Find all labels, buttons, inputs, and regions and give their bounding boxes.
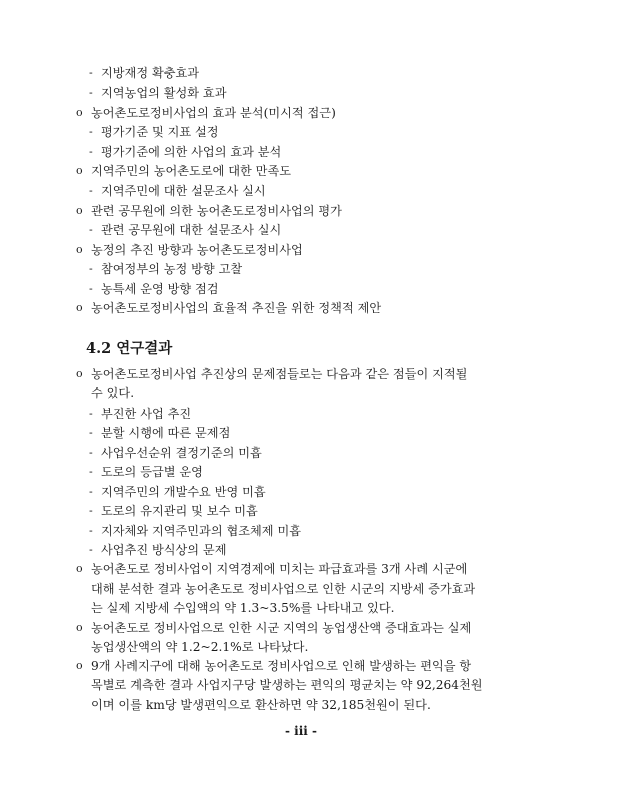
list-item: 평가기준 및 지표 설정 <box>101 125 219 139</box>
paragraph-line: 는 실제 지방세 수입액의 약 1.3~3.5%를 나타내고 있다. <box>91 601 395 615</box>
dash-bullet: - <box>89 86 93 99</box>
list-item: 사업우선순위 결정기준의 미흡 <box>101 446 262 460</box>
paragraph-line: 수 있다. <box>91 386 135 400</box>
paragraph-line: 목별로 계측한 결과 사업지구당 발생하는 편익의 평균치는 약 92,264천원 <box>91 678 483 692</box>
circle-bullet: o <box>76 106 83 119</box>
circle-bullet: o <box>76 243 83 256</box>
dash-bullet: - <box>89 262 93 275</box>
list-item: 지역주민에 대한 설문조사 실시 <box>101 184 266 198</box>
circle-bullet: o <box>76 204 83 217</box>
list-item: 지역주민의 농어촌도로에 대한 만족도 <box>91 164 291 178</box>
paragraph-line: 농어촌도로 정비사업으로 인한 시군 지역의 농업생산액 증대효과는 실제 <box>91 621 472 635</box>
dash-bullet: - <box>89 407 93 420</box>
dash-bullet: - <box>89 223 93 236</box>
dash-bullet: - <box>89 504 93 517</box>
list-item: 도로의 등급별 운영 <box>101 465 203 479</box>
circle-bullet: o <box>76 621 83 634</box>
paragraph-line: 9개 사례지구에 대해 농어촌도로 정비사업으로 인해 발생하는 편익을 항 <box>91 659 472 673</box>
circle-bullet: o <box>76 164 83 177</box>
list-item: 농정의 추진 방향과 농어촌도로정비사업 <box>91 243 303 257</box>
list-item: 농특세 운영 방향 점검 <box>101 282 219 296</box>
circle-bullet: o <box>76 301 83 314</box>
circle-bullet: o <box>76 659 83 672</box>
circle-bullet: o <box>76 367 83 380</box>
list-item: 부진한 사업 추진 <box>101 407 192 421</box>
dash-bullet: - <box>89 426 93 439</box>
list-item: 분할 시행에 따른 문제점 <box>101 426 231 440</box>
list-item: 지역농업의 활성화 효과 <box>101 86 227 100</box>
list-item: 지방재정 확충효과 <box>101 66 200 80</box>
paragraph-line: 농업생산액의 약 1.2~2.1%로 나타났다. <box>91 640 309 654</box>
dash-bullet: - <box>89 465 93 478</box>
list-item: 평가기준에 의한 사업의 효과 분석 <box>101 145 282 159</box>
paragraph-line: 이며 이를 km당 발생편익으로 환산하면 약 32,185천원이 된다. <box>91 698 431 712</box>
paragraph-line: 농어촌도로 정비사업이 지역경제에 미치는 파급효과를 3개 사례 시군에 <box>91 562 468 576</box>
dash-bullet: - <box>89 446 93 459</box>
paragraph-line: 농어촌도로정비사업 추진상의 문제점들로는 다음과 같은 점들이 지적될 <box>91 367 468 381</box>
dash-bullet: - <box>89 66 93 79</box>
circle-bullet: o <box>76 562 83 575</box>
dash-bullet: - <box>89 543 93 556</box>
list-item: 농어촌도로정비사업의 효율적 추진을 위한 정책적 제안 <box>91 301 382 315</box>
paragraph-line: 대해 분석한 결과 농어촌도로 정비사업으로 인한 시군의 지방세 증가효과 <box>91 582 476 596</box>
dash-bullet: - <box>89 524 93 537</box>
list-item: 사업추진 방식상의 문제 <box>101 543 227 557</box>
page-number: - iii - <box>285 724 317 738</box>
dash-bullet: - <box>89 184 93 197</box>
dash-bullet: - <box>89 485 93 498</box>
dash-bullet: - <box>89 282 93 295</box>
section-heading: 4.2 연구결과 <box>86 340 173 357</box>
list-item: 관련 공무원에 대한 설문조사 실시 <box>101 223 282 237</box>
list-item: 지자체와 지역주민과의 협조체제 미흡 <box>101 524 301 538</box>
list-item: 참여정부의 농정 방향 고찰 <box>101 262 243 276</box>
list-item: 도로의 유지관리 및 보수 미흡 <box>101 504 258 518</box>
dash-bullet: - <box>89 145 93 158</box>
list-item: 농어촌도로정비사업의 효과 분석(미시적 접근) <box>91 106 336 120</box>
list-item: 지역주민의 개발수요 반영 미흡 <box>101 485 266 499</box>
dash-bullet: - <box>89 125 93 138</box>
list-item: 관련 공무원에 의한 농어촌도로정비사업의 평가 <box>91 204 342 218</box>
